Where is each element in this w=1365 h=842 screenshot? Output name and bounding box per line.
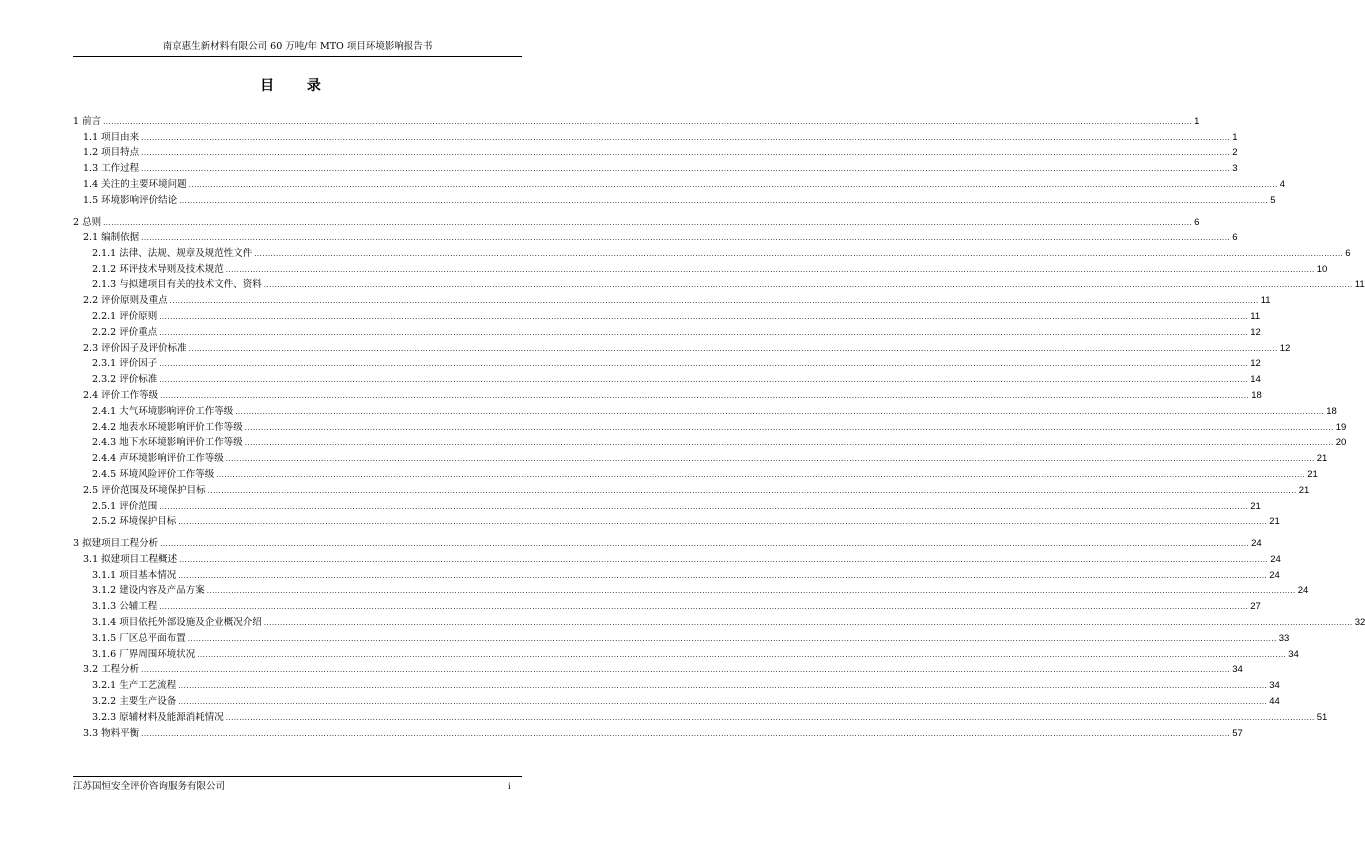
toc-entry-page: 6: [1232, 232, 1238, 243]
toc-entry[interactable]: [92, 585, 1309, 597]
toc-entry-page: 21: [1298, 484, 1310, 496]
toc-entry-page: 57: [1232, 727, 1243, 739]
toc-entry-page: 3: [1232, 163, 1238, 175]
toc-entry[interactable]: [83, 147, 1238, 159]
toc-entry[interactable]: [92, 405, 1337, 418]
toc-leader-dots: ................................................................................................................................................................................................................................................................................................................................................................................................................: [159, 327, 1249, 337]
toc-entry-label: 1.5 环境影响评价结论: [83, 194, 178, 206]
toc-entry-page: 20: [1335, 437, 1347, 449]
toc-entry-label: 2.4.5 环境风险评价工作等级: [92, 469, 215, 480]
toc-entry[interactable]: [83, 295, 1271, 307]
toc-entry-label: 3.1.2 建设内容及产品方案: [92, 585, 205, 597]
toc-leader-dots: ................................................................................................................................................................................................................................................................................................................................................................................................................: [159, 602, 1249, 612]
toc-entry[interactable]: [92, 500, 1261, 513]
toc-leader-dots: ................................................................................................................................................................................................................................................................................................................................................................................................................: [179, 554, 1269, 564]
toc-leader-dots: ................................................................................................................................................................................................................................................................................................................................................................................................................: [160, 391, 1250, 400]
toc-entry[interactable]: [83, 163, 1238, 175]
toc-entry[interactable]: [92, 421, 1347, 434]
toc-entry-label: 2.1.2 环评技术导则及技术规范: [92, 263, 224, 275]
toc-entry-page: 21: [1250, 500, 1261, 512]
toc-entry-label: 2.5 评价范围及环境保护目标: [83, 484, 206, 496]
running-header: 南京惠生新材料有限公司 60 万吨/年 MTO 项目环境影响报告书: [162, 41, 433, 52]
toc-entry-page: 24: [1269, 569, 1280, 581]
toc-entry-label: 2 总则: [73, 216, 102, 228]
footer-page-number: i: [508, 782, 511, 792]
toc-leader-dots: ................................................................................................................................................................................................................................................................................................................................................................................................................: [160, 539, 1250, 549]
toc-entry-label: 2.4.4 声环境影响评价工作等级: [92, 453, 224, 465]
toc-leader-dots: ................................................................................................................................................................................................................................................................................................................................................................................................................: [179, 195, 1269, 205]
toc-entry[interactable]: [92, 279, 1365, 291]
toc-leader-dots: ................................................................................................................................................................................................................................................................................................................................................................................................................: [197, 649, 1287, 659]
toc-entry-page: 34: [1288, 648, 1299, 660]
toc-entry-label: 1.1 项目由来: [83, 131, 140, 143]
toc-entry[interactable]: [92, 326, 1261, 339]
toc-leader-dots: ................................................................................................................................................................................................................................................................................................................................................................................................................: [188, 343, 1278, 353]
toc-entry-page: 34: [1269, 680, 1280, 692]
toc-entry-label: 3.2.2 主要生产设备: [92, 695, 177, 707]
toc-leader-dots: ................................................................................................................................................................................................................................................................................................................................................................................................................: [207, 485, 1297, 495]
toc-leader-dots: ................................................................................................................................................................................................................................................................................................................................................................................................................: [225, 264, 1315, 274]
toc-leader-dots: ................................................................................................................................................................................................................................................................................................................................................................................................................: [178, 570, 1268, 580]
toc-leader-dots: ................................................................................................................................................................................................................................................................................................................................................................................................................: [178, 681, 1268, 691]
toc-entry-page: 21: [1307, 469, 1318, 480]
toc-leader-dots: ................................................................................................................................................................................................................................................................................................................................................................................................................: [206, 586, 1296, 596]
toc-leader-dots: ................................................................................................................................................................................................................................................................................................................................................................................................................: [178, 696, 1268, 706]
toc-entry[interactable]: [92, 648, 1299, 661]
toc-entry-page: 21: [1269, 516, 1280, 528]
toc-entry-label: 2.3.1 评价因子: [92, 358, 158, 370]
toc-entry-page: 4: [1279, 178, 1285, 190]
toc-leader-dots: ................................................................................................................................................................................................................................................................................................................................................................................................................: [141, 164, 1231, 174]
toc-leader-dots: ................................................................................................................................................................................................................................................................................................................................................................................................................: [244, 422, 1334, 432]
toc-entry-label: 3.3 物料平衡: [83, 727, 140, 739]
toc-leader-dots: ................................................................................................................................................................................................................................................................................................................................................................................................................: [141, 728, 1231, 738]
toc-leader-dots: ................................................................................................................................................................................................................................................................................................................................................................................................................: [263, 617, 1353, 627]
header-rule: [73, 56, 522, 57]
toc-entry-page: 11: [1354, 279, 1365, 291]
toc-entry-page: 11: [1250, 311, 1261, 322]
footer-company: 江苏国恒安全评价咨询服务有限公司: [73, 781, 226, 792]
toc-entry-page: 10: [1316, 263, 1328, 275]
toc-entry-label: 3.2.3 原辅材料及能源消耗情况: [92, 711, 224, 723]
toc-entry[interactable]: [92, 311, 1261, 323]
toc-entry[interactable]: [92, 247, 1351, 260]
toc-entry[interactable]: [92, 711, 1328, 724]
toc-entry-label: 2.4.3 地下水环境影响评价工作等级: [92, 437, 243, 449]
toc-entry[interactable]: [92, 358, 1261, 370]
toc-entry-page: 24: [1251, 538, 1262, 550]
toc-entry-page: 12: [1250, 358, 1261, 370]
toc-entry[interactable]: [83, 131, 1238, 144]
toc-entry-page: 1: [1194, 116, 1200, 127]
toc-leader-dots: ................................................................................................................................................................................................................................................................................................................................................................................................................: [103, 117, 1193, 126]
toc-entry-label: 2.4 评价工作等级: [83, 390, 159, 401]
toc-entry-label: 3.2 工程分析: [83, 664, 140, 676]
toc-entry[interactable]: [83, 194, 1276, 207]
toc-entry-label: 1 前言: [73, 116, 102, 127]
toc-leader-dots: ................................................................................................................................................................................................................................................................................................................................................................................................................: [235, 406, 1325, 416]
toc-entry-page: 34: [1232, 664, 1243, 676]
toc-entry-page: 1: [1232, 131, 1238, 143]
toc-entry[interactable]: [83, 553, 1281, 566]
toc-entry[interactable]: [73, 216, 1200, 229]
toc-leader-dots: ................................................................................................................................................................................................................................................................................................................................................................................................................: [225, 712, 1315, 722]
toc-entry-page: 6: [1194, 216, 1200, 228]
toc-entry-label: 1.4 关注的主要环境问题: [83, 178, 187, 190]
toc-entry[interactable]: [73, 116, 1200, 128]
toc-entry-label: 2.4.2 地表水环境影响评价工作等级: [92, 421, 243, 433]
toc-entry[interactable]: [92, 374, 1261, 386]
toc-leader-dots: ................................................................................................................................................................................................................................................................................................................................................................................................................: [141, 148, 1231, 158]
toc-entry[interactable]: [92, 601, 1261, 613]
toc-entry-page: 32: [1354, 616, 1365, 628]
toc-entry-label: 2.2.1 评价原则: [92, 311, 158, 322]
toc-entry-page: 44: [1269, 695, 1280, 707]
toc-leader-dots: ................................................................................................................................................................................................................................................................................................................................................................................................................: [187, 633, 1277, 643]
toc-entry[interactable]: [83, 178, 1285, 191]
toc-entry-page: 51: [1316, 711, 1328, 723]
toc-entry-page: 27: [1250, 601, 1261, 613]
toc-leader-dots: ................................................................................................................................................................................................................................................................................................................................................................................................................: [188, 179, 1278, 189]
toc-entry[interactable]: [92, 516, 1280, 528]
toc-entry-label: 3.1.1 项目基本情况: [92, 569, 177, 581]
toc-entry-page: 5: [1270, 194, 1276, 206]
toc-entry-label: 2.4.1 大气环境影响评价工作等级: [92, 405, 234, 417]
toc-leader-dots: ................................................................................................................................................................................................................................................................................................................................................................................................................: [159, 501, 1249, 511]
toc-leader-dots: ................................................................................................................................................................................................................................................................................................................................................................................................................: [254, 248, 1344, 258]
toc-entry-label: 3.1.6 厂界周围环境状况: [92, 648, 196, 660]
toc-entry-page: 6: [1345, 247, 1351, 259]
toc-entry-label: 2.1.1 法律、法规、规章及规范性文件: [92, 247, 253, 259]
toc-entry-label: 3.2.1 生产工艺流程: [92, 680, 177, 692]
footer-rule: [73, 776, 522, 777]
toc-entry[interactable]: [83, 342, 1291, 355]
toc-leader-dots: ................................................................................................................................................................................................................................................................................................................................................................................................................: [103, 217, 1193, 227]
toc-entry-page: 2: [1232, 147, 1238, 159]
toc-entry[interactable]: [92, 437, 1347, 449]
toc-leader-dots: ................................................................................................................................................................................................................................................................................................................................................................................................................: [141, 233, 1231, 242]
toc-leader-dots: ................................................................................................................................................................................................................................................................................................................................................................................................................: [169, 296, 1259, 306]
toc-leader-dots: ................................................................................................................................................................................................................................................................................................................................................................................................................: [244, 438, 1334, 448]
toc-entry-label: 3.1.5 厂区总平面布置: [92, 632, 186, 644]
toc-entry[interactable]: [83, 664, 1243, 676]
toc-entry-page: 24: [1270, 553, 1281, 565]
toc-leader-dots: ................................................................................................................................................................................................................................................................................................................................................................................................................: [263, 280, 1353, 290]
toc-entry-page: 24: [1297, 585, 1309, 597]
toc-leader-dots: ................................................................................................................................................................................................................................................................................................................................................................................................................: [141, 665, 1231, 675]
toc-entry-label: 2.1.3 与拟建项目有关的技术文件、资料: [92, 279, 262, 291]
toc-entry[interactable]: [92, 616, 1365, 629]
toc-entry-label: 2.3.2 评价标准: [92, 374, 158, 386]
toc-entry[interactable]: [92, 469, 1318, 481]
toc-entry[interactable]: [83, 727, 1243, 740]
toc-entry[interactable]: [83, 484, 1310, 497]
toc-entry[interactable]: [92, 569, 1280, 582]
toc-entry[interactable]: [83, 232, 1238, 244]
toc-entry-label: 2.2.2 评价重点: [92, 326, 158, 338]
toc-leader-dots: ................................................................................................................................................................................................................................................................................................................................................................................................................: [216, 470, 1306, 479]
toc-entry[interactable]: [92, 680, 1280, 692]
toc-entry[interactable]: [92, 632, 1290, 645]
toc-entry-label: 2.3 评价因子及评价标准: [83, 342, 187, 354]
toc-entry-label: 3 拟建项目工程分析: [73, 538, 159, 550]
page-title: 目 录: [260, 78, 335, 94]
toc-entry[interactable]: [83, 390, 1262, 402]
toc-leader-dots: ................................................................................................................................................................................................................................................................................................................................................................................................................: [159, 375, 1249, 385]
toc-leader-dots: ................................................................................................................................................................................................................................................................................................................................................................................................................: [159, 359, 1249, 369]
toc-entry[interactable]: [92, 263, 1328, 276]
toc-entry-page: 18: [1251, 390, 1262, 401]
toc-entry-label: 1.3 工作过程: [83, 163, 140, 175]
toc-entry-label: 2.5.1 评价范围: [92, 500, 158, 512]
toc-entry-label: 3.1.4 项目依托外部设施及企业概况介绍: [92, 616, 262, 628]
toc-leader-dots: ................................................................................................................................................................................................................................................................................................................................................................................................................: [159, 312, 1249, 321]
toc-entry-page: 18: [1326, 405, 1337, 417]
toc-entry-label: 2.1 编制依据: [83, 232, 140, 243]
toc-entry-label: 3.1.3 公辅工程: [92, 601, 158, 613]
toc-entry-page: 33: [1278, 632, 1290, 644]
toc-entry-label: 1.2 项目特点: [83, 147, 140, 159]
toc-entry[interactable]: [92, 695, 1280, 708]
toc-entry-label: 3.1 拟建项目工程概述: [83, 553, 178, 565]
toc-entry-page: 21: [1316, 453, 1328, 465]
toc-entry[interactable]: [73, 538, 1262, 550]
toc-entry-page: 12: [1279, 342, 1291, 354]
toc-entry-label: 2.2 评价原则及重点: [83, 295, 168, 307]
toc-entry-page: 11: [1260, 295, 1271, 307]
toc-leader-dots: ................................................................................................................................................................................................................................................................................................................................................................................................................: [225, 454, 1315, 464]
toc-entry-page: 14: [1250, 374, 1261, 386]
toc-entry[interactable]: [92, 453, 1328, 465]
toc-leader-dots: ................................................................................................................................................................................................................................................................................................................................................................................................................: [141, 132, 1231, 142]
toc-entry-label: 2.5.2 环境保护目标: [92, 516, 177, 528]
toc-leader-dots: ................................................................................................................................................................................................................................................................................................................................................................................................................: [178, 517, 1268, 527]
toc-entry-page: 12: [1250, 326, 1261, 338]
toc-entry-page: 19: [1335, 421, 1347, 433]
